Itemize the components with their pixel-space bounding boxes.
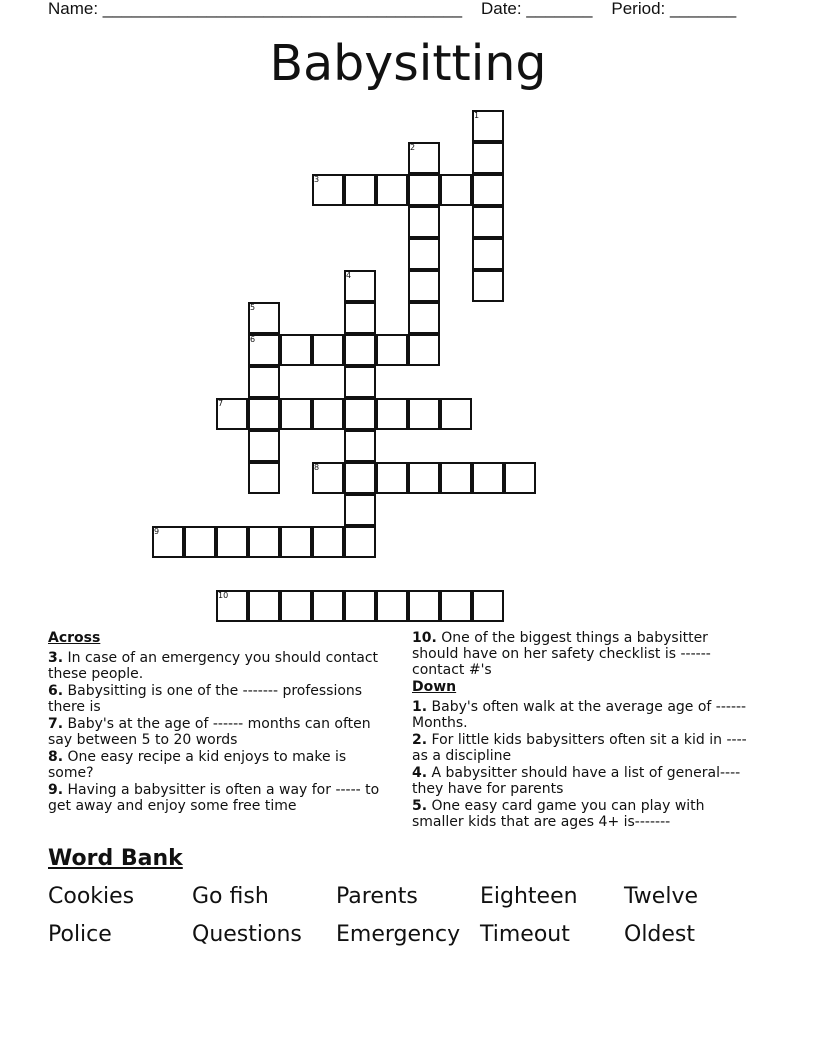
clue-down-4: 4. A babysitter should have a list of general---- they have for parents xyxy=(412,765,741,797)
crossword-cell xyxy=(344,526,376,558)
crossword-cell xyxy=(408,174,440,206)
crossword-cell xyxy=(408,270,440,302)
crossword-cell xyxy=(472,206,504,238)
clue-number-1: 1 xyxy=(474,111,480,120)
clue-across-10: 10. One of the biggest things a babysitter should have on her safety checklist is ------ contact #'s xyxy=(412,630,711,678)
crossword-cell xyxy=(312,334,344,366)
word-bank-word: Oldest xyxy=(624,922,696,947)
crossword-cell xyxy=(408,238,440,270)
crossword-cell xyxy=(440,462,472,494)
crossword-cell xyxy=(472,142,504,174)
crossword-cell xyxy=(248,430,280,462)
clue-across-9: 9. Having a babysitter is often a way for ----- to get away and enjoy some free time xyxy=(48,782,380,814)
crossword-cell xyxy=(440,590,472,622)
right-clue-column xyxy=(412,630,752,831)
clue-down-2: 2. For little kids babysitters often sit a kid in ---- as a discipline xyxy=(412,732,747,764)
crossword-cell xyxy=(376,174,408,206)
word-bank-word: Cookies xyxy=(48,884,135,909)
down-heading: Down xyxy=(412,679,457,695)
word-bank-word: Timeout xyxy=(480,922,570,947)
word-bank-title: Word Bank xyxy=(48,846,183,871)
crossword-cell xyxy=(376,590,408,622)
crossword-cell xyxy=(184,526,216,558)
clue-number-10: 10 xyxy=(218,591,229,600)
crossword-cell xyxy=(344,430,376,462)
crossword-cell xyxy=(472,238,504,270)
across-heading: Across xyxy=(48,630,101,646)
clue-number-9: 9 xyxy=(154,527,160,536)
crossword-cell xyxy=(312,398,344,430)
crossword-cell xyxy=(408,302,440,334)
clue-down-1: 1. Baby's often walk at the average age of ------Months. xyxy=(412,699,747,731)
crossword-cell xyxy=(376,398,408,430)
crossword-cell xyxy=(408,590,440,622)
crossword-cell xyxy=(344,590,376,622)
clue-number-7: 7 xyxy=(218,399,224,408)
crossword-cell xyxy=(248,590,280,622)
crossword-cell xyxy=(280,590,312,622)
crossword-cell xyxy=(280,398,312,430)
crossword-cell xyxy=(312,590,344,622)
clue-number-5: 5 xyxy=(250,303,256,312)
crossword-cell xyxy=(376,334,408,366)
crossword-cell xyxy=(408,334,440,366)
word-bank-word: Eighteen xyxy=(480,884,578,909)
crossword-cell xyxy=(408,398,440,430)
across-clues xyxy=(48,630,394,815)
student-info-line: Name: ______________________________________ Date: _______ Period: _______ xyxy=(48,0,737,18)
clue-across-7: 7. Baby's at the age of ------ months can often say between 5 to 20 words xyxy=(48,716,371,748)
crossword-cell xyxy=(344,174,376,206)
crossword-cell xyxy=(440,174,472,206)
crossword-cell xyxy=(280,334,312,366)
crossword-cell xyxy=(216,526,248,558)
clue-number-8: 8 xyxy=(314,463,320,472)
crossword-cell xyxy=(376,462,408,494)
crossword-cell xyxy=(344,334,376,366)
clue-number-4: 4 xyxy=(346,271,352,280)
clue-number-2: 2 xyxy=(410,143,416,152)
word-bank-word: Emergency xyxy=(336,922,461,947)
word-bank-word: Questions xyxy=(192,922,302,947)
crossword-cell xyxy=(248,398,280,430)
page-title: Babysitting xyxy=(269,35,547,92)
crossword-cell xyxy=(440,398,472,430)
clue-down-5: 5. One easy card game you can play with smaller kids that are ages 4+ is------- xyxy=(412,798,705,830)
crossword-cell xyxy=(408,206,440,238)
crossword-cell xyxy=(472,462,504,494)
crossword-cell xyxy=(504,462,536,494)
word-bank-word: Police xyxy=(48,922,112,947)
crossword-cell xyxy=(472,174,504,206)
crossword-cell xyxy=(312,526,344,558)
clue-across-3: 3. In case of an emergency you should contact these people. xyxy=(48,650,379,682)
clue-across-8: 8. One easy recipe a kid enjoys to make is some? xyxy=(48,749,347,781)
crossword-cell xyxy=(248,526,280,558)
crossword-cell xyxy=(472,590,504,622)
crossword-cell xyxy=(344,462,376,494)
crossword-cell xyxy=(344,494,376,526)
crossword-cell xyxy=(280,526,312,558)
word-bank-word: Twelve xyxy=(624,884,698,909)
word-bank-word: Parents xyxy=(336,884,418,909)
crossword-cell xyxy=(344,366,376,398)
clue-across-6: 6. Babysitting is one of the ------- professions there is xyxy=(48,683,363,715)
crossword-cell xyxy=(248,462,280,494)
clue-number-3: 3 xyxy=(314,175,320,184)
crossword-cell xyxy=(344,398,376,430)
crossword-cell xyxy=(344,302,376,334)
crossword-cell xyxy=(472,270,504,302)
word-bank-word: Go fish xyxy=(192,884,269,909)
clue-number-6: 6 xyxy=(250,335,256,344)
crossword-cell xyxy=(408,462,440,494)
crossword-cell xyxy=(248,366,280,398)
